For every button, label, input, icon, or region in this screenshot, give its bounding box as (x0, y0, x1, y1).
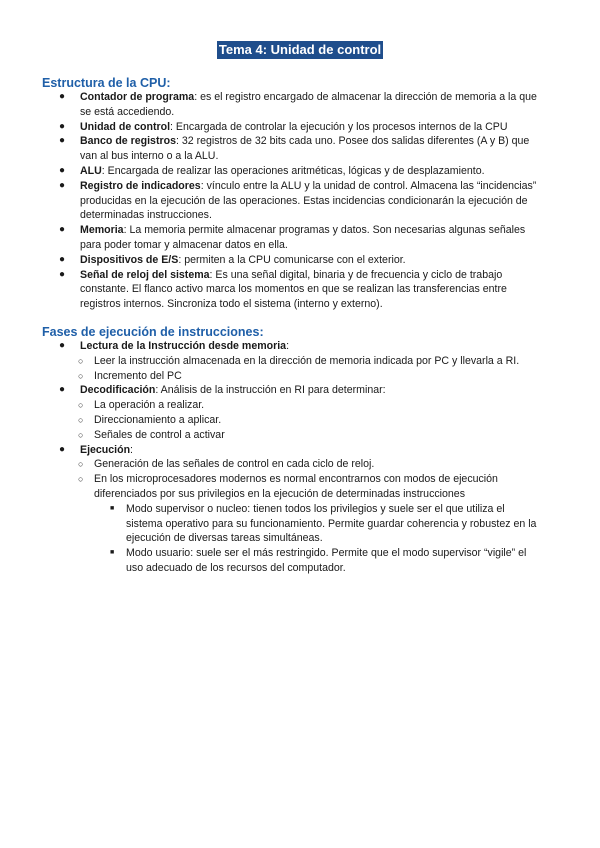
sub-item (58, 398, 538, 413)
circle-bullet-icon: ○ (78, 474, 84, 485)
sub-item (58, 354, 538, 369)
sub-item-text: Leer la instrucción almacenada en la dirección de memoria indicada por PC y llevarla a RI. (94, 354, 520, 367)
list-item (58, 223, 538, 253)
sub-item-text: La operación a realizar. (94, 399, 205, 412)
list-item (58, 268, 538, 312)
phase-item-execute (58, 443, 538, 576)
item-text: : es el registro encargado de almacenar la dirección de memoria a la que se está accediendo. (80, 91, 537, 118)
page-title: Tema 4: Unidad de control (218, 42, 382, 57)
sub-item (58, 369, 538, 384)
execute-sublist (58, 457, 538, 575)
circle-bullet-icon: ○ (78, 355, 84, 366)
phase-text: : (130, 443, 133, 456)
list-item (58, 134, 538, 164)
sub-item-text: Incremento del PC (94, 369, 182, 382)
bullet-icon: ● (59, 224, 66, 236)
structure-list (58, 90, 538, 312)
modes-sublist (74, 502, 538, 576)
item-text: : 32 registros de 32 bits cada uno. Posee dos salidas diferentes (A y B) que van al bus interno o a la ALU. (80, 135, 530, 163)
circle-bullet-icon: ○ (78, 414, 84, 425)
bullet-icon: ● (59, 443, 66, 455)
sub-item-text: Generación de las señales de control en cada ciclo de reloj. (94, 458, 375, 471)
bullet-icon: ● (59, 253, 66, 265)
item-term: Banco de registros (80, 135, 176, 148)
list-item (58, 164, 538, 179)
phase-text: : (286, 340, 290, 352)
bullet-icon: ● (59, 91, 66, 102)
list-item (58, 253, 538, 268)
square-bullet-icon: ■ (110, 504, 115, 512)
bullet-icon: ● (59, 340, 66, 351)
bullet-icon: ● (59, 179, 66, 191)
bullet-icon: ● (59, 120, 66, 132)
item-term: Señal de reloj del sistema (80, 268, 210, 281)
mode-item (74, 546, 538, 576)
section-heading-structure: Estructura de la CPU: (42, 76, 171, 90)
circle-bullet-icon: ○ (78, 429, 84, 440)
sub-item (58, 428, 538, 443)
fetch-sublist (58, 354, 538, 384)
mode-item-text: Modo usuario: suele ser el más restringido. Permite que el modo supervisor “vigile” el uso adecuado de los recursos del computador. (126, 547, 527, 574)
sub-item (58, 457, 538, 472)
title-wrap (0, 41, 600, 59)
phase-term: Lectura de la Instrucción desde memoria (80, 340, 287, 352)
sub-item-text: Direccionamiento a aplicar. (94, 413, 222, 426)
item-term: ALU (80, 164, 102, 177)
item-text: : vínculo entre la ALU y la unidad de control. Almacena las “incidencias” producidas en la ejecución de las operaciones. Estas incidencias condicionarán la ejecución de determinadas instrucciones. (80, 179, 537, 222)
sub-item-text: En los microprocesadores modernos es normal encontrarnos con modos de ejecución diferenciados por sus privilegios en la ejecución de determinadas instrucciones (94, 473, 498, 500)
phase-text: : Análisis de la instrucción en RI para determinar: (155, 384, 386, 397)
item-text: : permiten a la CPU comunicarse con el exterior. (178, 253, 406, 266)
section-heading-phases: Fases de ejecución de instrucciones: (42, 325, 264, 339)
circle-bullet-icon: ○ (78, 459, 84, 470)
item-term: Contador de programa (80, 91, 195, 103)
item-term: Dispositivos de E/S (80, 253, 179, 266)
sub-item-text: Señales de control a activar (94, 428, 225, 441)
list-item (58, 179, 538, 223)
phases-list (58, 339, 538, 576)
bullet-icon: ● (59, 164, 66, 176)
bullet-icon: ● (59, 268, 66, 280)
list-item (58, 120, 538, 135)
circle-bullet-icon: ○ (78, 400, 84, 411)
square-bullet-icon: ■ (110, 549, 115, 557)
mode-item-text: Modo supervisor o nucleo: tienen todos los privilegios y suele ser el que utiliza el sistema operativo para su funcionamiento. Permite guardar coherencia y robustez en la ejecución de diversas tareas simultáneas. (126, 502, 537, 545)
decode-sublist (58, 398, 538, 442)
mode-item (74, 502, 538, 546)
circle-bullet-icon: ○ (78, 370, 84, 381)
item-term: Memoria (80, 224, 124, 237)
item-text: : Es una señal digital, binaria y de frecuencia y ciclo de trabajo constante. El flanco activo marca los momentos en que se realizan las transferencias entre registros internos. Sincroniza todo el sistema (interno y externo). (80, 268, 507, 311)
phase-term: Decodificación (80, 384, 156, 397)
phase-term: Ejecución (80, 443, 131, 456)
phase-item-fetch (58, 339, 538, 383)
sub-item (58, 413, 538, 428)
item-term: Registro de indicadores (80, 179, 201, 192)
item-text: : Encargada de realizar las operaciones aritméticas, lógicas y de desplazamiento. (101, 164, 485, 177)
item-text: : La memoria permite almacenar programas y datos. Son necesarias algunas señales para poder tomar y almacenar datos en ella. (80, 224, 526, 251)
bullet-icon: ● (59, 135, 66, 147)
list-item (58, 90, 538, 120)
item-text: : Encargada de controlar la ejecución y los procesos internos de la CPU (170, 120, 508, 133)
sub-item (58, 472, 538, 576)
bullet-icon: ● (59, 384, 66, 396)
item-term: Unidad de control (80, 120, 171, 133)
phase-item-decode (58, 383, 538, 442)
